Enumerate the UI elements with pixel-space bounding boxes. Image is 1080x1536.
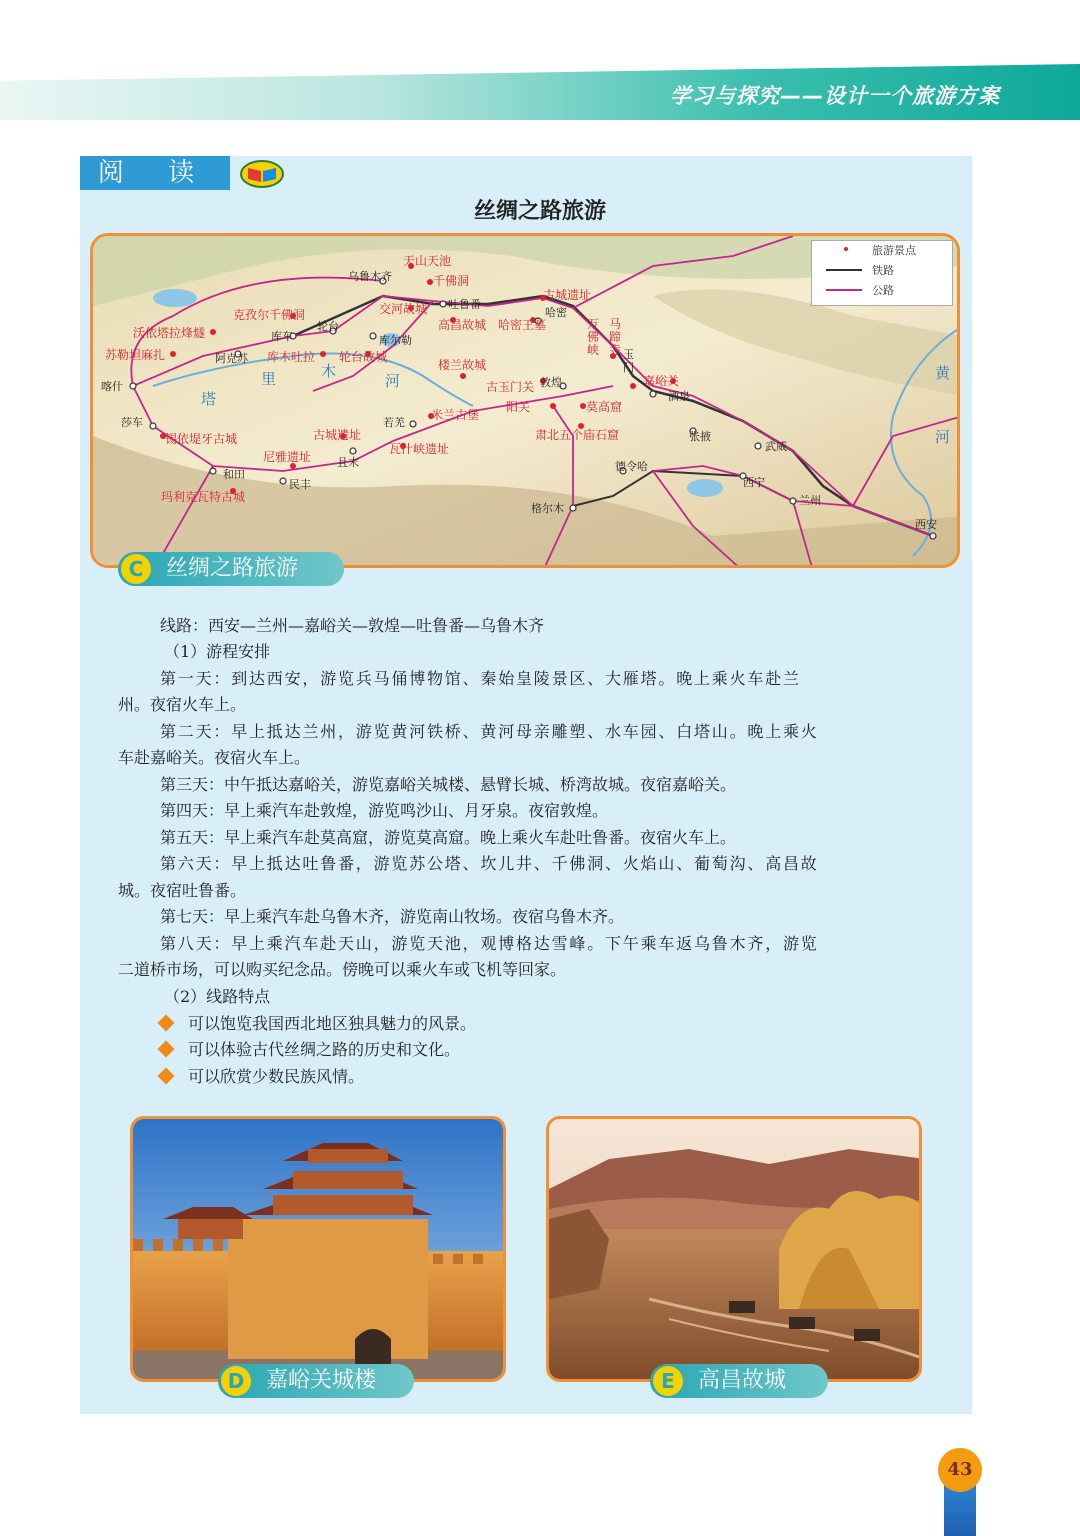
feature-item: 可以体验古代丝绸之路的历史和文化。 (188, 1040, 461, 1059)
map-label: 苏勒坦麻扎 (105, 348, 166, 362)
map-city-label: 且末 (337, 456, 359, 469)
map-legend (811, 240, 953, 306)
caption-label: 丝绸之路旅游 (166, 556, 299, 581)
jiayuguan-photo (130, 1116, 506, 1382)
day-text: 第一天：到达西安，游览兵马俑博物馆、秦始皇陵景区、大雁塔。晚上乘火车赴兰 (160, 669, 801, 688)
river-label: 河 (935, 428, 951, 446)
feature-item: 可以饱览我国西北地区独具魅力的风景。 (188, 1014, 477, 1033)
river-label: 河 (385, 372, 401, 390)
map-city-label: 莎车 (121, 416, 143, 429)
map-city-label: 武威 (765, 440, 787, 453)
day-text: 第八天：早上乘汽车赴天山，游览天池，观博格达雪峰。下午乘车返乌鲁木齐，游览 (160, 934, 819, 953)
map-label: 沃依塔拉烽燧 (133, 326, 206, 340)
map-label: 玉门 (623, 348, 634, 374)
day-text: 第二天：早上抵达兰州，游览黄河铁桥、黄河母亲雕塑、水车园、白塔山。晚上乘火 (160, 722, 819, 741)
map-city-label: 和田 (223, 468, 245, 481)
map-label: 米兰古堡 (431, 408, 480, 422)
map-label: 楼兰故城 (438, 358, 487, 372)
map-label: 肃北五个庙石窟 (535, 428, 620, 442)
map-label: 万佛峡 (587, 317, 600, 357)
map-label: 古城遗址 (313, 428, 362, 442)
caption-badge: C (121, 554, 151, 584)
chapter-title: 学习与探究——设计一个旅游方案 (670, 84, 1000, 108)
photo-caption-e (650, 1364, 828, 1398)
river-label: 塔 (201, 390, 217, 408)
route-line: 线路：西安—兰州—嘉峪关—敦煌—吐鲁番—乌鲁木齐 (160, 616, 545, 635)
map-label: 高昌故城 (438, 318, 487, 332)
legend-rail: 铁路 (872, 264, 894, 277)
caption-badge: E (653, 1366, 683, 1396)
day-text: 二道桥市场，可以购买纪念品。傍晚可以乘火车或飞机等回家。 (118, 960, 567, 979)
feature-item: 可以欣赏少数民族风情。 (188, 1067, 365, 1086)
map-city-label: 敦煌 (540, 376, 562, 389)
map-label: 马蹄寺 (609, 317, 622, 357)
rail-line-icon (826, 269, 862, 271)
map-title: 丝绸之路旅游 (473, 199, 606, 224)
day-text: 第五天：早上乘汽车赴莫高窟，游览莫高窟。晚上乘火车赴吐鲁番。夜宿火车上。 (160, 828, 737, 847)
legend-scenic: 旅游景点 (872, 244, 916, 257)
day-text: 城。夜宿吐鲁番。 (118, 881, 247, 900)
legend-road: 公路 (872, 284, 894, 297)
map-city-label: 兰州 (799, 494, 821, 507)
map-city-label: 德令哈 (615, 460, 648, 473)
map-label: 轮台故城 (339, 350, 388, 364)
map-label: 交河故城 (379, 302, 428, 316)
map-label: 阳关 (506, 400, 531, 414)
map-label: 古玉门关 (486, 380, 535, 394)
section-heading: （2）线路特点 (164, 987, 271, 1006)
map-label: 莫高窟 (586, 400, 623, 414)
map-city-label: 酒泉 (668, 390, 690, 403)
map-city-label: 乌鲁木齐 (348, 270, 392, 283)
map-city-label: 西宁 (743, 476, 765, 489)
page-number: 43 (938, 1448, 982, 1492)
gaochang-photo (546, 1116, 922, 1382)
map-label: 嘉峪关 (643, 374, 680, 388)
map-label: 克孜尔千佛洞 (233, 308, 306, 322)
map-city-label: 西安 (915, 518, 937, 531)
silk-road-map (90, 233, 960, 568)
map-city-label: 张掖 (689, 430, 711, 443)
map-city-label: 吐鲁番 (448, 298, 481, 311)
book-icon (240, 160, 284, 188)
day-text: 第四天：早上乘汽车赴敦煌，游览鸣沙山、月牙泉。夜宿敦煌。 (160, 801, 609, 820)
day-text: 州。夜宿火车上。 (118, 695, 247, 714)
map-label: 尼雅遗址 (263, 450, 312, 464)
map-label: 锡依堤牙古城 (165, 432, 238, 446)
map-city-label: 民丰 (289, 478, 311, 491)
river-label: 木 (321, 362, 337, 380)
day-text: 车赴嘉峪关。夜宿火车上。 (118, 748, 311, 767)
map-city-label: 喀什 (101, 380, 123, 393)
map-label: 古城遗址 (543, 288, 592, 302)
reading-tag: 阅 读 (80, 156, 230, 190)
day-text: 第三天：中午抵达嘉峪关，游览嘉峪关城楼、悬臂长城、桥湾故城。夜宿嘉峪关。 (160, 775, 737, 794)
photo-caption-d (218, 1364, 414, 1398)
map-label: 库木吐拉 (267, 350, 316, 364)
map-city-label: 库车 (271, 330, 293, 343)
map-city-label: 哈密 (545, 306, 567, 319)
section-heading: （1）游程安排 (164, 642, 271, 661)
map-city-label: 轮台 (317, 320, 339, 333)
map-caption (118, 552, 344, 586)
river-label: 里 (261, 370, 277, 388)
map-city-label: 库尔勒 (379, 334, 412, 347)
map-city-label: 格尔木 (531, 502, 564, 515)
caption-label: 嘉峪关城楼 (266, 1368, 377, 1393)
road-line-icon (826, 289, 862, 291)
day-text: 第六天：早上抵达吐鲁番，游览苏公塔、坎儿井、千佛洞、火焰山、葡萄沟、高昌故 (160, 854, 819, 873)
map-label: 哈密王墓 (498, 318, 547, 332)
map-city-label: 阿克苏 (215, 352, 248, 365)
map-city-label: 若羌 (383, 416, 405, 429)
scenic-marker-icon (844, 247, 848, 251)
map-label: 天山天池 (403, 254, 452, 268)
day-text: 第七天：早上乘汽车赴乌鲁木齐，游览南山牧场。夜宿乌鲁木齐。 (160, 907, 625, 926)
map-label: 千佛洞 (433, 274, 470, 288)
river-label: 黄 (935, 364, 951, 382)
caption-badge: D (221, 1366, 251, 1396)
map-label: 瓦什峡遗址 (389, 442, 450, 456)
map-label: 玛利克瓦特古城 (161, 490, 246, 504)
caption-label: 高昌故城 (698, 1368, 787, 1393)
